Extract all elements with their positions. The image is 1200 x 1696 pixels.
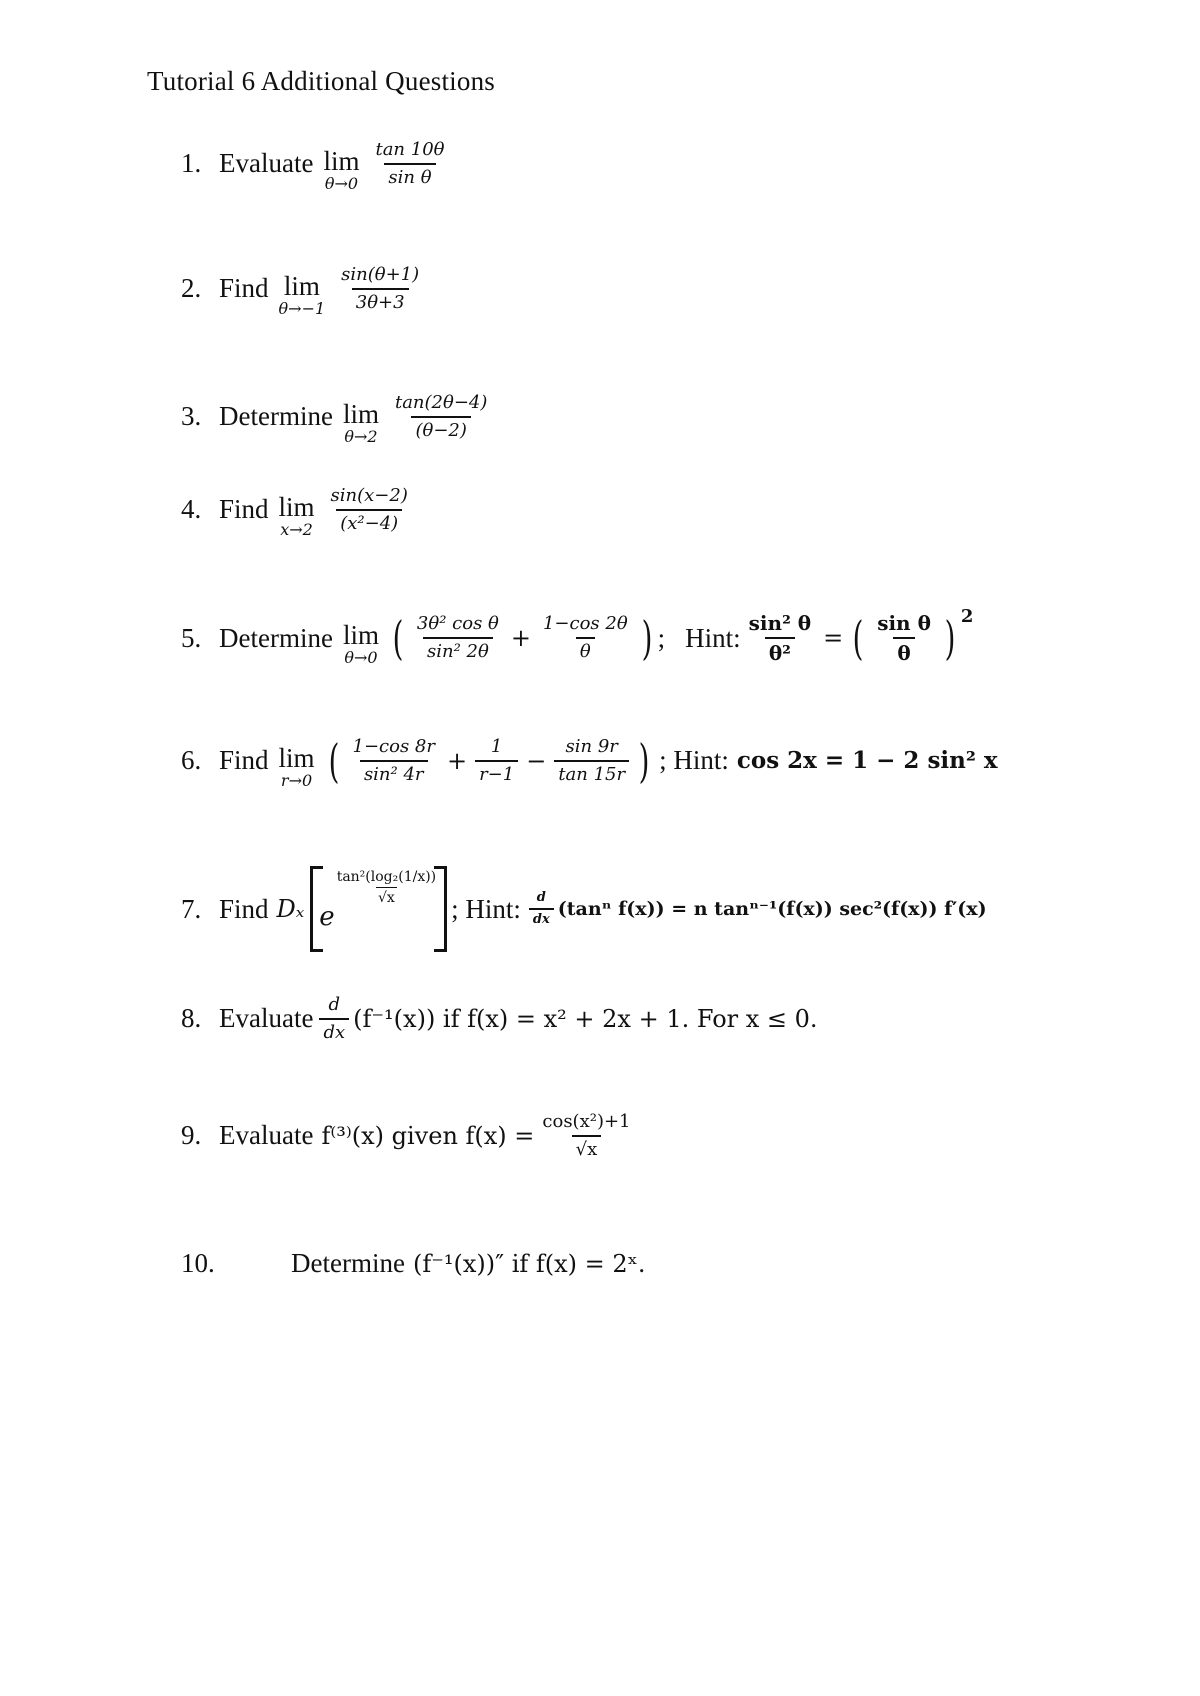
denominator: sin² 4r: [360, 760, 428, 785]
power: 2: [960, 605, 974, 627]
lim-word: lim: [278, 491, 315, 522]
fraction: [327, 486, 412, 534]
numerator: 1−cos 2θ: [542, 613, 628, 635]
lim-subscript: θ→0: [324, 173, 359, 193]
left-paren: (: [852, 611, 864, 665]
numerator: sin 9r: [565, 736, 618, 757]
question-number: 5.: [181, 622, 202, 653]
question-2: [181, 264, 427, 318]
limit-operator: [278, 742, 315, 790]
question-number: 4.: [181, 494, 202, 525]
hint-label: ; Hint:: [659, 745, 729, 776]
numerator: sin θ: [877, 611, 931, 635]
denominator: sin θ: [384, 163, 435, 188]
left-paren: (: [392, 611, 404, 665]
question-verb: Determine: [291, 1248, 405, 1278]
hint-label: ; Hint:: [451, 893, 521, 924]
limit-operator: [323, 145, 360, 193]
equals-sign: =: [823, 624, 844, 652]
denominator: 3θ+3: [352, 288, 409, 313]
lim-word: lim: [342, 619, 379, 650]
numerator: tan²(log₂(1/x)): [336, 868, 437, 885]
numerator: sin² θ: [748, 611, 812, 635]
fraction: [538, 1112, 634, 1160]
question-number: 3.: [181, 401, 202, 432]
denominator: tan 15r: [554, 760, 629, 785]
left-paren: (: [328, 733, 339, 788]
question-3: [181, 392, 495, 446]
question-number: 8.: [181, 1003, 202, 1034]
question-4: [181, 485, 416, 539]
denominator: θ²: [765, 637, 795, 664]
denominator: √x: [376, 887, 397, 906]
denominator: θ: [893, 637, 914, 664]
numerator: tan 10θ: [375, 139, 445, 160]
question-number: 2.: [181, 273, 202, 304]
page-title: Tutorial 6 Additional Questions: [147, 66, 495, 96]
right-paren: ): [638, 733, 650, 788]
question-verb: Determine: [219, 622, 333, 653]
limit-operator: [342, 619, 379, 667]
lim-subscript: θ→0: [344, 647, 378, 667]
question-1: [181, 139, 453, 193]
lim-word: lim: [323, 145, 360, 176]
limit-operator: [278, 491, 315, 539]
lim-subscript: θ→−1: [278, 298, 326, 318]
question-verb: Find: [219, 273, 269, 304]
numerator: 3θ² cos θ: [416, 613, 499, 635]
base-e: e: [319, 902, 335, 932]
fraction: [371, 140, 448, 188]
question-verb: Find: [219, 893, 269, 924]
numerator: sin(θ+1): [341, 264, 420, 285]
question-6: [181, 733, 998, 790]
derivative-operator: Dₓ: [276, 895, 305, 923]
denominator: r−1: [475, 760, 518, 785]
question-8: [181, 995, 818, 1043]
lim-subscript: x→2: [280, 519, 313, 539]
plus-sign: +: [510, 624, 531, 652]
question-9: [181, 1112, 639, 1160]
question-number: 6.: [181, 745, 202, 776]
numerator: 1−cos 8r: [352, 736, 435, 757]
derivative-fraction: [319, 995, 349, 1043]
lim-subscript: θ→2: [344, 426, 378, 446]
hint-derivative: [529, 891, 554, 928]
question-5: [181, 605, 974, 667]
denominator: (x²−4): [336, 509, 402, 534]
question-verb: Evaluate: [219, 1120, 314, 1151]
hint-label: Hint:: [685, 622, 741, 653]
question-10: [181, 1248, 645, 1279]
fraction: [349, 737, 439, 785]
question-verb: Evaluate: [219, 1003, 314, 1034]
question-number: 1.: [181, 148, 202, 179]
fraction: [391, 393, 491, 441]
fraction: [337, 265, 423, 313]
hint-fraction: [873, 612, 935, 664]
minus-sign: −: [526, 746, 547, 775]
numerator: tan(2θ−4): [394, 392, 488, 413]
question-verb: Find: [219, 745, 269, 776]
limit-operator: [278, 270, 326, 318]
fraction: [475, 737, 518, 785]
question-verb: Determine: [219, 401, 333, 432]
question-verb: Find: [219, 494, 269, 525]
expression: (f⁻¹(x)) if f(x) = x² + 2x + 1. For x ≤ 0.: [353, 1004, 818, 1033]
denominator: sin² 2θ: [423, 637, 493, 662]
denominator: θ: [576, 637, 595, 662]
lim-word: lim: [278, 742, 315, 773]
denominator: √x: [572, 1135, 602, 1160]
denominator: (θ−2): [411, 416, 470, 441]
semicolon: ;: [657, 622, 666, 653]
numerator: cos(x²)+1: [542, 1111, 631, 1132]
denominator: dx: [319, 1018, 349, 1043]
numerator: d: [328, 994, 341, 1015]
hint-formula: cos 2x = 1 − 2 sin² x: [736, 747, 998, 775]
numerator: sin(x−2): [330, 485, 408, 506]
fraction: [413, 614, 503, 662]
fraction: [554, 737, 629, 785]
numerator: 1: [490, 736, 503, 757]
hint-formula: (tanⁿ f(x)) = n tanⁿ⁻¹(f(x)) sec²(f(x)) f′(x): [557, 898, 987, 920]
right-paren: ): [944, 611, 956, 665]
lim-word: lim: [342, 398, 379, 429]
hint-fraction: [745, 612, 815, 664]
limit-operator: [342, 398, 379, 446]
exponent-fraction: [335, 869, 438, 906]
expression: f⁽³⁾(x) given f(x) =: [321, 1121, 535, 1150]
question-verb: Evaluate: [219, 148, 314, 179]
question-number: 9.: [181, 1120, 202, 1151]
fraction: [539, 614, 632, 662]
square-bracket: [310, 866, 447, 952]
question-7: [181, 866, 987, 952]
question-number: 10.: [181, 1248, 215, 1278]
numerator: d: [536, 889, 546, 905]
right-paren: ): [641, 611, 653, 665]
expression: (f⁻¹(x))″ if f(x) = 2ˣ.: [412, 1249, 646, 1278]
denominator: dx: [529, 908, 554, 927]
lim-subscript: r→0: [280, 770, 313, 790]
lim-word: lim: [283, 270, 320, 301]
question-number: 7.: [181, 893, 202, 924]
plus-sign: +: [446, 746, 468, 775]
